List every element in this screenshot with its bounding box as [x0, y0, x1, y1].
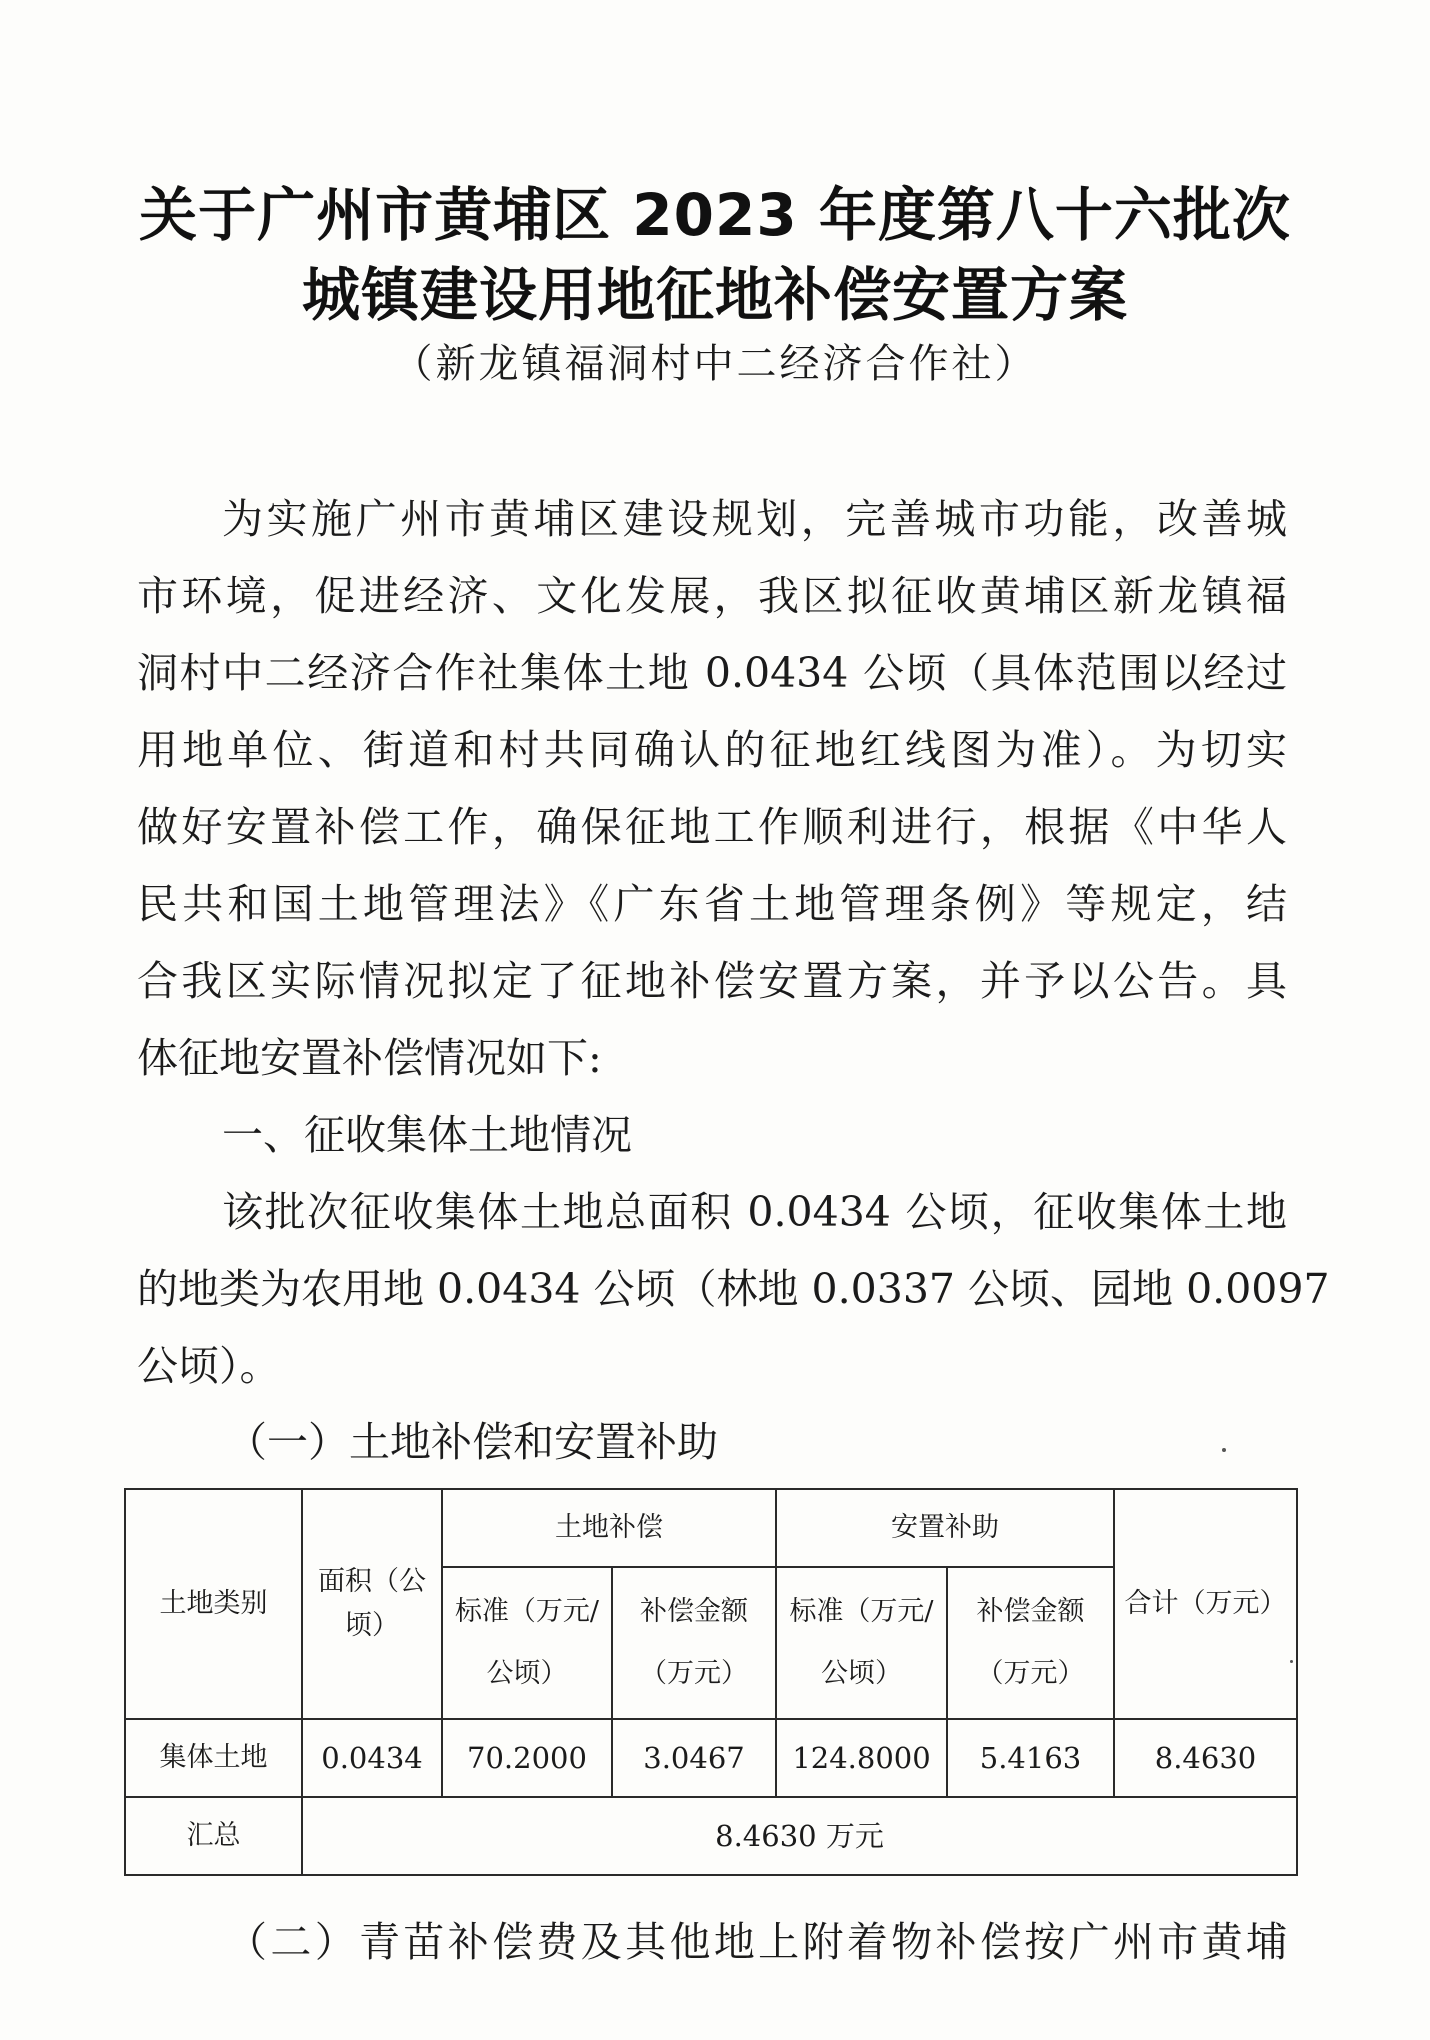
cell-area: 0.0434 — [302, 1719, 442, 1797]
intro-line: 为实施广州市黄埔区建设规划，完善城市功能，改善城 — [222, 495, 1287, 543]
intro-line: 体征地安置补偿情况如下: — [137, 1034, 602, 1082]
compensation-table — [124, 1488, 1298, 1876]
header-land-type: 土地类别 — [125, 1489, 302, 1719]
header-resettlement-subsidy: 安置补助 — [776, 1489, 1114, 1567]
header-resettle-standard — [776, 1567, 947, 1719]
intro-line: 用地单位、街道和村共同确认的征地红线图为准）。为切实 — [137, 726, 1287, 774]
header-std-line-1: 标准（万元/ — [454, 1596, 600, 1627]
header-amount-line-2: （万元） — [976, 1658, 1085, 1689]
header-std-line-2: 公顷） — [821, 1658, 902, 1689]
header-total: 合计（万元） — [1114, 1489, 1297, 1719]
table-summary-row — [125, 1797, 1297, 1875]
header-amount-line-2: （万元） — [640, 1658, 748, 1689]
subsection-line: （二）青苗补偿费及其他地上附着物补偿按广州市黄埔 — [226, 1918, 1287, 1966]
header-area — [302, 1489, 442, 1719]
section-heading: 一、征收集体土地情况 — [222, 1111, 632, 1159]
header-amount-line-1: 补偿金额 — [976, 1596, 1085, 1627]
header-amount-line-1: 补偿金额 — [640, 1596, 748, 1627]
header-land-standard — [442, 1567, 612, 1719]
subsection-heading: （一）土地补偿和安置补助 — [226, 1418, 718, 1466]
document-title-line-2: 城镇建设用地征地补偿安置方案 — [301, 261, 1128, 329]
header-std-line-2: 公顷） — [486, 1658, 568, 1689]
cell-total: 8.4630 — [1114, 1719, 1297, 1797]
cell-land-amount: 3.0467 — [612, 1719, 776, 1797]
section-line: 的地类为农用地 0.0434 公顷（林地 0.0337 公顷、园地 0.0097 — [137, 1265, 1330, 1313]
cell-resettle-standard: 124.8000 — [776, 1719, 947, 1797]
intro-line: 洞村中二经济合作社集体土地 0.0434 公顷（具体范围以经过 — [137, 649, 1287, 697]
cell-land-type: 集体土地 — [125, 1719, 302, 1797]
document-title-line-1: 关于广州市黄埔区 2023 年度第八十六批次 — [139, 181, 1291, 249]
header-land-amount — [612, 1567, 776, 1719]
section-line: 公顷）。 — [137, 1342, 281, 1390]
scan-speck — [1222, 1448, 1226, 1452]
intro-line: 合我区实际情况拟定了征地补偿安置方案，并予以公告。具 — [137, 957, 1287, 1005]
section-line: 该批次征收集体土地总面积 0.0434 公顷，征收集体土地 — [222, 1188, 1287, 1236]
intro-line: 做好安置补偿工作，确保征地工作顺利进行，根据《中华人 — [137, 803, 1287, 851]
intro-line: 民共和国土地管理法》《广东省土地管理条例》等规定，结 — [137, 880, 1287, 928]
table-row — [125, 1719, 1297, 1797]
cell-land-standard: 70.2000 — [442, 1719, 612, 1797]
intro-line: 市环境，促进经济、文化发展，我区拟征收黄埔区新龙镇福 — [137, 572, 1287, 620]
header-resettle-amount — [947, 1567, 1114, 1719]
header-land-compensation: 土地补偿 — [442, 1489, 776, 1567]
document-subtitle: （新龙镇福洞村中二经济合作社） — [392, 341, 1038, 387]
summary-value: 8.4630 万元 — [302, 1797, 1297, 1875]
summary-label: 汇总 — [125, 1797, 302, 1875]
header-area-line-1: 面积（公 — [318, 1566, 426, 1597]
header-area-line-2: 顷） — [345, 1610, 399, 1641]
header-std-line-1: 标准（万元/ — [789, 1596, 934, 1627]
table-header-row — [125, 1489, 1297, 1567]
cell-resettle-amount: 5.4163 — [947, 1719, 1114, 1797]
